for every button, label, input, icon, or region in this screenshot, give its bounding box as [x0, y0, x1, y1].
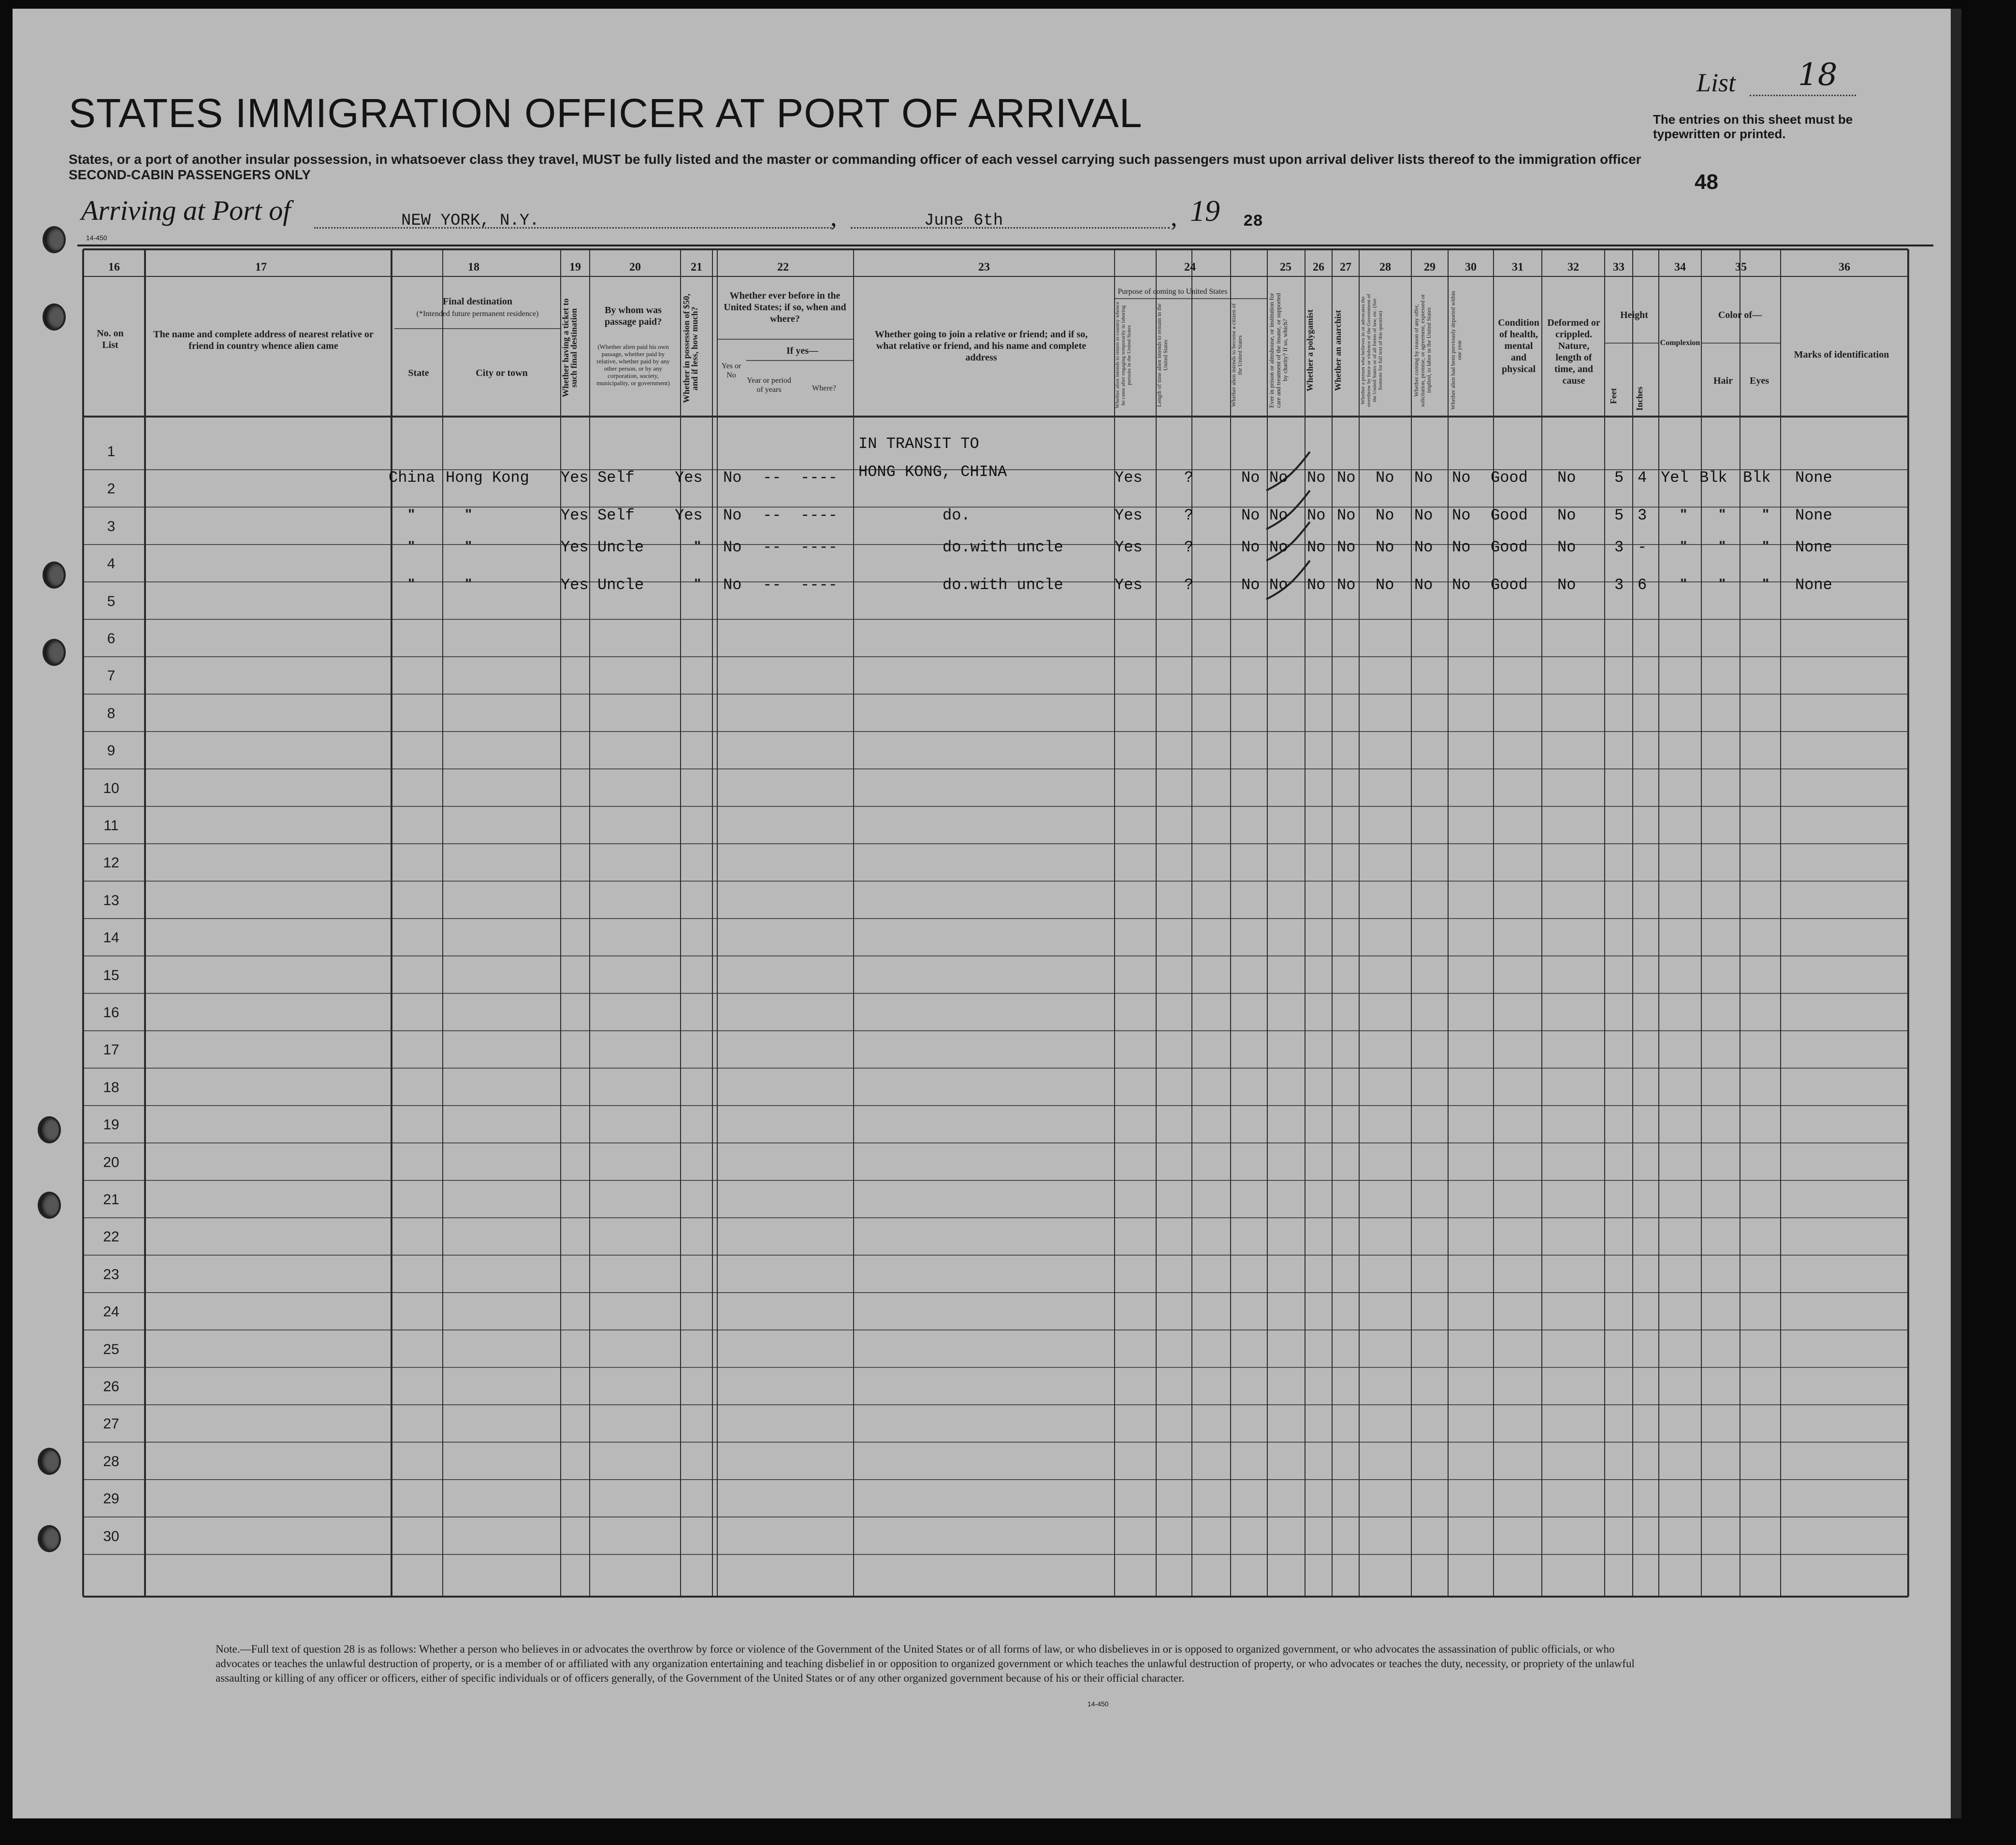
cell-inches: - [1638, 538, 1647, 556]
row-number: 26 [103, 1379, 119, 1395]
cell-complexion: " [1680, 538, 1687, 554]
cell-hair: " [1719, 576, 1726, 592]
header-year-period: Year or period of years [747, 376, 791, 394]
column-number: 36 [1839, 261, 1850, 274]
cell-city: Hong Kong [446, 469, 529, 487]
list-number-line [1750, 95, 1856, 96]
binder-hole [38, 1192, 61, 1219]
header-join-relative: Whether going to join a relative or friend; and if so, what relative or friend, and his name and complete address [874, 329, 1088, 363]
cell-polygamist: No [1307, 506, 1326, 524]
cell-years: -- [763, 576, 782, 594]
cell-complexion: Yel [1661, 469, 1689, 487]
row-number: 25 [103, 1341, 119, 1357]
cell-inches: 6 [1638, 576, 1647, 594]
row-number: 19 [103, 1117, 119, 1133]
cell-anarchist: No [1337, 538, 1356, 556]
header-if-yes: If yes— [786, 346, 819, 356]
cell-polygamist: No [1307, 576, 1326, 594]
in-transit-line-2: HONG KONG, CHINA [858, 463, 1007, 481]
header-question-28: Whether a person who believes in or advocates the overthrow by force or violence of the Government of the United States or of all forms of law, etc. (See footnote for full text of this question) [1360, 294, 1383, 407]
footnote-question-28: Note.—Full text of question 28 is as follows: Whether a person who believes in or advocates the overthrow by force or violence of the Government of the United States or of all forms of law, or who disbelieves in or is opposed to organized government, or who advocates the assassination of public officials, or who advocates or teaches the unlawful destruction of property, or is a member of or affiliated with any organization entertaining and teaching disbelief in or opposition to organized government or which teaches the unlawful destruction of property, or who advocates or teaches the duty, necessity, or propriety of the unlawful assaulting or killing of any officer or officers, either of specific individuals or of officers generally, of the Government of the United States or of any other organized government because of his or their official character. [216, 1643, 1635, 1684]
cell-money: " [694, 576, 701, 592]
column-number: 16 [108, 261, 120, 274]
cell-paid-by: Self [597, 506, 635, 524]
column-number: 22 [777, 261, 789, 274]
cell-polygamist: No [1307, 469, 1326, 487]
cell-deformed: No [1557, 469, 1576, 487]
cell-eyes: " [1762, 576, 1769, 592]
cell-join: do.with uncle [943, 576, 1063, 594]
cell-money: " [694, 538, 701, 554]
header-ticket: Whether having a ticket to such final destination [561, 298, 579, 398]
cell-health: Good [1491, 469, 1528, 487]
cell-q28: No [1376, 538, 1394, 556]
header-deformed: Deformed or crippled. Nature, length of time, and cause [1547, 317, 1600, 386]
cell-offer: No [1414, 469, 1433, 487]
cell-paid-by: Uncle [597, 576, 644, 594]
header-hair: Hair [1713, 375, 1733, 386]
comma-separator: , [830, 202, 837, 231]
cell-citizen: No [1241, 538, 1260, 556]
cell-eyes: " [1762, 506, 1769, 522]
port-line [314, 227, 831, 229]
cell-where: ---- [800, 469, 838, 487]
sheet-serial-number: 48 [1695, 170, 1718, 194]
cell-before: No [723, 469, 742, 487]
header-state: State [408, 368, 429, 378]
column-number: 32 [1567, 261, 1579, 274]
cell-paid-by: Self [597, 469, 635, 487]
column-number: 31 [1512, 261, 1523, 274]
cell-length: ? [1184, 469, 1194, 487]
column-number: 34 [1674, 261, 1686, 274]
cell-where: ---- [800, 506, 838, 524]
row-number: 3 [107, 518, 116, 534]
cell-state: " [408, 506, 415, 522]
cell-complexion: " [1680, 576, 1687, 592]
header-polygamist: Whether a polygamist [1305, 309, 1315, 391]
footnote-form-code: 14-450 [1088, 1700, 1109, 1708]
row-number: 28 [103, 1453, 119, 1470]
cell-q28: No [1376, 506, 1394, 524]
header-yes-no: Yes or No [721, 362, 741, 379]
cell-citizen: No [1241, 506, 1260, 524]
header-length-stay: Length of time alien intends to remain in the United States [1156, 303, 1169, 407]
cell-marks: None [1795, 538, 1832, 556]
subtitle-cabin-class: SECOND-CABIN PASSENGERS ONLY [69, 167, 311, 182]
cell-money: Yes [675, 506, 703, 524]
row-number: 9 [107, 743, 116, 759]
cell-years: -- [763, 538, 782, 556]
cell-hair: " [1719, 538, 1726, 554]
row-number: 10 [103, 780, 119, 796]
entries-note: The entries on this sheet must be typewritten or printed. [1653, 112, 1853, 141]
cell-q28: No [1376, 469, 1394, 487]
header-ever-before: Whether ever before in the United States; if so, when and where? [724, 290, 846, 324]
cell-join: do.with uncle [943, 538, 1063, 556]
column-number: 21 [691, 261, 702, 274]
cell-length: ? [1184, 538, 1194, 556]
row-number: 11 [103, 818, 119, 834]
cell-q28: No [1376, 576, 1394, 594]
cell-eyes: " [1762, 538, 1769, 554]
header-health: Condition of health, mental and physical [1498, 317, 1539, 375]
cell-feet: 5 [1614, 506, 1624, 524]
cell-ret: Yes [1115, 538, 1143, 556]
row-number: 2 [107, 481, 116, 497]
year-prefix: 19 [1190, 195, 1220, 228]
in-transit-line-1: IN TRANSIT TO [858, 435, 979, 453]
binder-hole [43, 226, 66, 253]
cell-offer: No [1414, 538, 1433, 556]
row-number: 21 [103, 1192, 119, 1208]
cell-city: " [465, 506, 472, 522]
cell-ret: Yes [1115, 576, 1143, 594]
row-number: 18 [103, 1079, 119, 1095]
cell-before: No [723, 576, 742, 594]
column-number: 33 [1613, 261, 1624, 274]
cell-anarchist: No [1337, 576, 1356, 594]
row-number: 4 [107, 556, 116, 572]
cell-marks: None [1795, 469, 1832, 487]
column-number: 35 [1735, 261, 1747, 274]
arriving-label: Arriving at Port of [81, 195, 291, 226]
cell-offer: No [1414, 576, 1433, 594]
header-passage-paid: By whom was passage paid? [604, 305, 662, 327]
cell-hair: Blk [1699, 469, 1727, 487]
header-labor-offer: Whether coming by reason of any offer, solicitation, promise, or agreement, expressed or implied, to labor in the United States [1413, 294, 1432, 407]
cell-city: " [465, 576, 472, 592]
header-inches: Inches [1635, 387, 1644, 411]
header-prison: Ever in prison or almshouse, or institution for care and treatment of the insane, or supported by charity? If so, which? [1268, 293, 1289, 408]
cell-marks: None [1795, 506, 1832, 524]
row-number: 22 [103, 1229, 119, 1245]
binder-hole [38, 1525, 61, 1552]
cell-state: China [389, 469, 435, 487]
column-number: 19 [569, 261, 581, 274]
cell-paid-by: Uncle [597, 538, 644, 556]
cell-city: " [465, 538, 472, 554]
header-eyes: Eyes [1750, 375, 1769, 386]
row-number: 15 [103, 967, 119, 983]
cell-join: do. [943, 506, 971, 524]
comma-separator: , [1171, 202, 1177, 231]
cell-ticket: Yes [561, 469, 589, 487]
cell-citizen: No [1241, 469, 1260, 487]
row-number: 13 [103, 892, 119, 908]
row-number: 24 [103, 1304, 119, 1320]
column-number: 17 [255, 261, 267, 274]
cell-feet: 3 [1614, 538, 1624, 556]
cell-length: ? [1184, 576, 1194, 594]
column-number: 30 [1465, 261, 1477, 274]
header-citizen: Whether alien intends to become a citizen of the United States [1230, 303, 1243, 407]
cell-marks: None [1795, 576, 1832, 594]
cell-state: " [408, 576, 415, 592]
header-return: Whether alien intends to return to country whence he came after engaging temporarily in laboring pursuits in the United States [1115, 302, 1132, 409]
cell-feet: 5 [1614, 469, 1624, 487]
cell-length: ? [1184, 506, 1194, 524]
row-number: 27 [103, 1416, 119, 1432]
cell-before: No [723, 506, 742, 524]
row-number: 20 [103, 1154, 119, 1170]
header-deported: Whether alien had been previously deported within one year [1450, 291, 1463, 410]
column-number: 18 [468, 261, 479, 274]
cell-ticket: Yes [561, 506, 589, 524]
cell-polygamist: No [1307, 538, 1326, 556]
column-number: 28 [1379, 261, 1391, 274]
list-label: List [1697, 68, 1736, 97]
row-number: 16 [103, 1005, 119, 1021]
column-number: 29 [1424, 261, 1436, 274]
date-line [851, 227, 1170, 229]
cell-ret: Yes [1115, 469, 1143, 487]
cell-deported: No [1452, 576, 1471, 594]
row-number: 29 [103, 1491, 119, 1507]
row-number: 1 [107, 444, 116, 460]
subtitle-instructions: States, or a port of another insular possession, in whatsoever class they travel, MUST be fully listed and the master or commanding officer of each vessel carrying such passengers must upon arrival deliver lists thereof to the immigration officer [69, 152, 1641, 167]
binder-hole [43, 562, 66, 589]
cell-where: ---- [800, 538, 838, 556]
header-city: City or town [476, 368, 528, 378]
column-number: 26 [1313, 261, 1324, 274]
header-anarchist: Whether an anarchist [1333, 310, 1343, 391]
year-suffix: 28 [1243, 213, 1263, 231]
cell-before: No [723, 538, 742, 556]
header-passage-paid-note: (Whether alien paid his own passage, whether paid by relative, whether paid by any other person, or by any corporation, society, municipality, or government) [596, 343, 670, 387]
manifest-sheet [13, 9, 1961, 1818]
row-number: 12 [103, 855, 119, 871]
header-complexion: Complexion [1660, 339, 1700, 347]
column-number: 25 [1280, 261, 1291, 274]
cell-inches: 3 [1638, 506, 1647, 524]
cell-health: Good [1491, 576, 1528, 594]
header-where: Where? [812, 384, 836, 392]
form-code: 14-450 [86, 234, 107, 242]
arrival-date: June 6th [924, 212, 1003, 230]
row-number: 8 [107, 705, 116, 721]
row-number: 7 [107, 668, 116, 684]
header-money: Whether in possession of $50, and if less, how much? [682, 293, 699, 404]
header-final-destination: Final destination [443, 296, 512, 307]
cell-anarchist: No [1337, 506, 1356, 524]
cell-complexion: " [1680, 506, 1687, 522]
header-purpose: Purpose of coming to United States [1117, 288, 1228, 296]
cell-deformed: No [1557, 538, 1576, 556]
row-number: 17 [103, 1042, 119, 1058]
cell-state: " [408, 538, 415, 554]
header-no-on-list: No. on List [97, 328, 124, 350]
cell-eyes: Blk [1743, 469, 1771, 487]
cell-prison: No [1269, 469, 1288, 487]
column-number: 27 [1340, 261, 1351, 274]
cell-deformed: No [1557, 506, 1576, 524]
cell-anarchist: No [1337, 469, 1356, 487]
cell-health: Good [1491, 506, 1528, 524]
column-number: 23 [978, 261, 990, 274]
cell-prison: No [1269, 538, 1288, 556]
row-number: 5 [107, 593, 116, 609]
cell-citizen: No [1241, 576, 1260, 594]
header-height: Height [1620, 310, 1648, 320]
cell-hair: " [1719, 506, 1726, 522]
cell-inches: 4 [1638, 469, 1647, 487]
cell-prison: No [1269, 506, 1288, 524]
binder-hole [43, 639, 66, 666]
binder-hole [38, 1116, 61, 1143]
header-rule [77, 245, 1933, 246]
row-number: 30 [103, 1528, 119, 1544]
cell-feet: 3 [1614, 576, 1624, 594]
cell-years: -- [763, 469, 782, 487]
list-number: 18 [1798, 57, 1838, 93]
column-number: 20 [629, 261, 641, 274]
row-number: 6 [107, 631, 116, 647]
cell-prison: No [1269, 576, 1288, 594]
cell-ticket: Yes [561, 538, 589, 556]
cell-health: Good [1491, 538, 1528, 556]
cell-ret: Yes [1115, 506, 1143, 524]
cell-deported: No [1452, 538, 1471, 556]
cell-years: -- [763, 506, 782, 524]
binder-hole [43, 303, 66, 331]
header-nearest-relative: The name and complete address of nearest relative or friend in country whence alien came [153, 329, 374, 351]
row-number: 23 [103, 1266, 119, 1283]
cell-offer: No [1414, 506, 1433, 524]
cell-deported: No [1452, 506, 1471, 524]
cell-deported: No [1452, 469, 1471, 487]
header-final-destination-note: (*Intended future permanent residence) [416, 310, 539, 318]
binder-hole [38, 1448, 61, 1475]
row-number: 14 [103, 930, 119, 946]
header-marks: Marks of identification [1794, 349, 1889, 360]
cell-ticket: Yes [561, 576, 589, 594]
header-feet: Feet [1609, 388, 1618, 404]
cell-where: ---- [800, 576, 838, 594]
header-color-of: Color of— [1718, 310, 1762, 320]
column-number: 24 [1184, 261, 1196, 274]
port-of-arrival: NEW YORK, N.Y. [401, 212, 539, 230]
cell-money: Yes [675, 469, 703, 487]
cell-deformed: No [1557, 576, 1576, 594]
page-title: STATES IMMIGRATION OFFICER AT PORT OF ARRIVAL [69, 90, 1143, 136]
